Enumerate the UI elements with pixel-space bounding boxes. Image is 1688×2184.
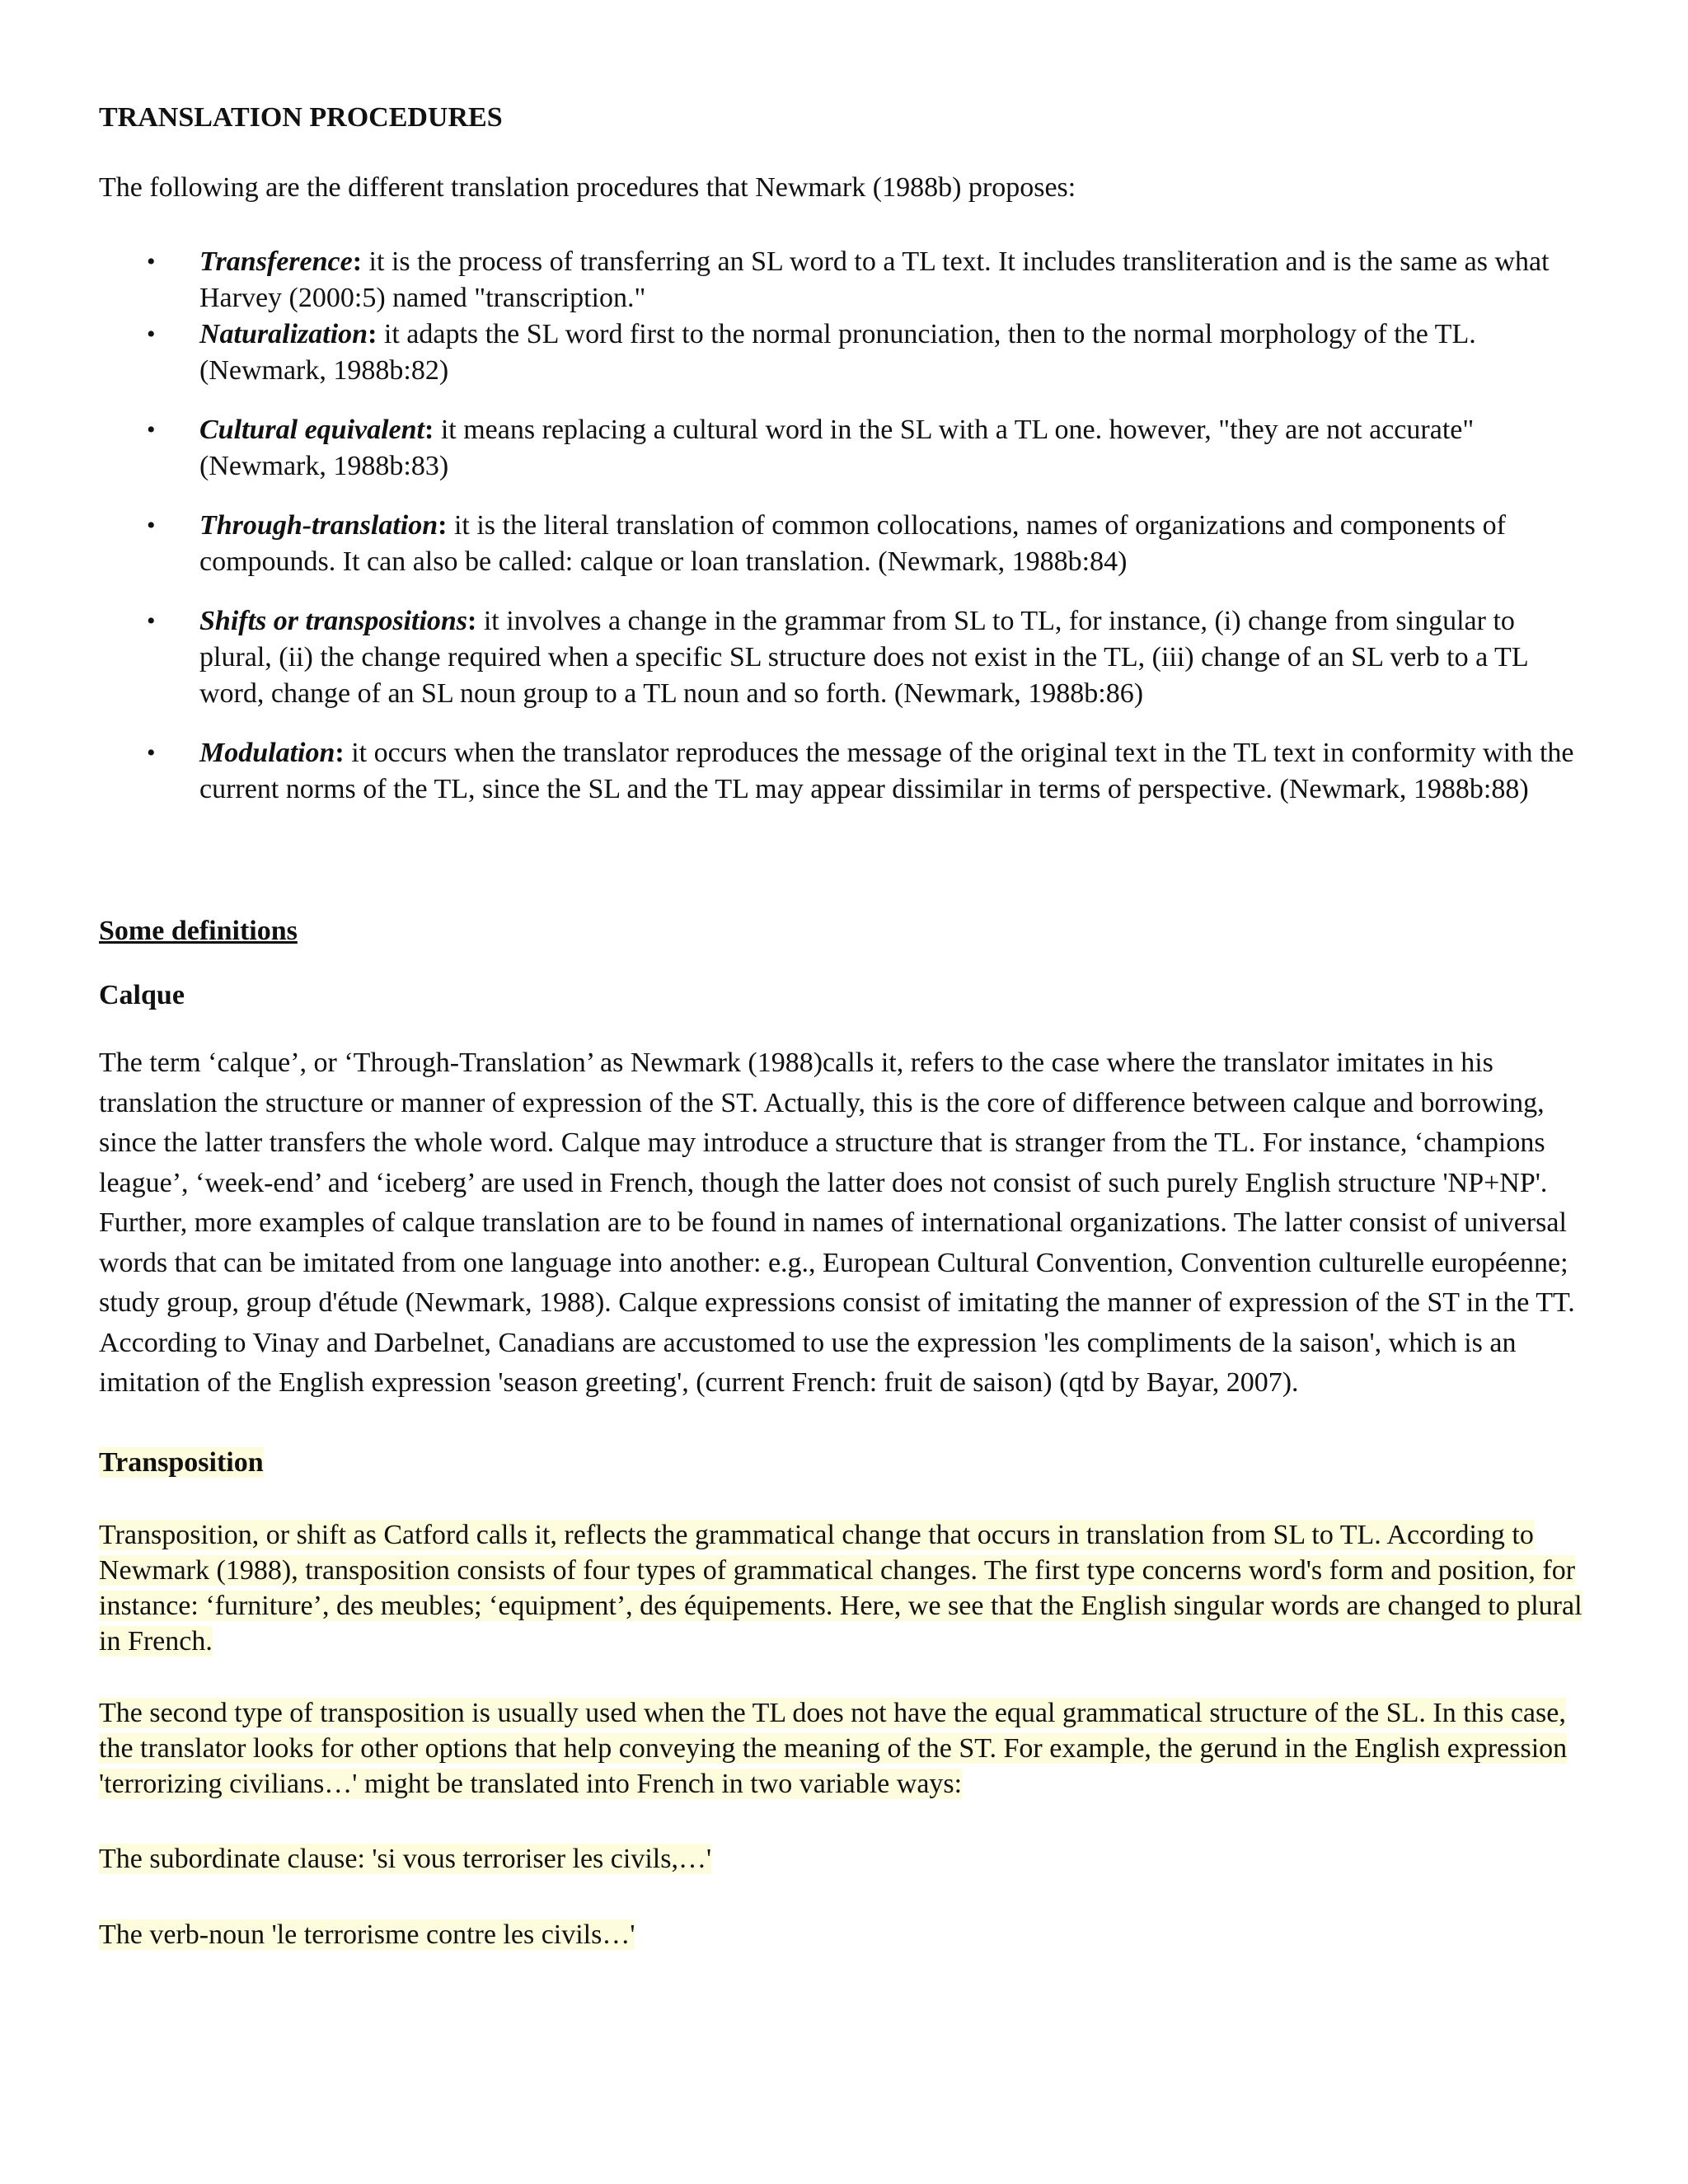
bullet-icon: • — [147, 416, 156, 443]
procedure-term: Through-translation — [199, 510, 438, 541]
procedure-term: Shifts or transpositions — [199, 606, 468, 636]
bullet-icon: • — [147, 248, 156, 275]
calque-paragraph: The term ‘calque’, or ‘Through-Translation’ as Newmark (1988)calls it, refers to the case where the translator imitates in his translation the structure or manner of expression of the ST. Actually, this is the core of difference between calque and borrowing, since the latter transfers the whole word. Calque may introduce a structure that is stranger from the TL. For instance, ‘champions league’, ‘week-end’ and ‘iceberg’ are used in French, though the latter does not consist of such purely English structure 'NP+NP'. Further, more examples of calque translation are to be found in names of international organizations. The latter consist of universal words that can be imitated from one language into another: e.g., European Cultural Convention, Convention culturelle européenne; study group, group d'étude (Newmark, 1988). Calque expressions consist of imitating the manner of expression of the ST in the TT. According to Vinay and Darbelnet, Canadians are accustomed to use the expression 'les compliments de la saison', which is an imitation of the English expression 'season greeting', (current French: fruit de saison) (qtd by Bayar, 2007). — [99, 1047, 1575, 1398]
bullet-icon: • — [147, 321, 156, 348]
list-item-transference — [99, 244, 1582, 316]
procedure-term: Modulation — [199, 738, 335, 768]
list-item-cultural-equivalent — [99, 412, 1582, 485]
procedure-colon: : — [467, 606, 477, 636]
procedure-text: it involves a change in the grammar from SL to TL, for instance, (i) change from singular to plural, (ii) the change required when a specific SL structure does not exist in the TL, (iii) change of an SL verb to a TL word, change of an SL noun group to a TL noun and so forth. (Newmark, 1988b:86) — [199, 606, 1528, 709]
procedure-colon: : — [335, 738, 345, 768]
procedure-text: it adapts the SL word first to the normal pronunciation, then to the normal morphology of the TL. (Newmark, 1988b:82) — [199, 319, 1476, 386]
list-item-through-translation — [99, 508, 1582, 580]
procedure-colon: : — [424, 415, 434, 445]
subheading-calque: Calque — [99, 980, 185, 1010]
list-item-modulation — [99, 735, 1582, 808]
bullet-icon: • — [147, 607, 156, 635]
procedure-term: Cultural equivalent — [199, 415, 424, 445]
bullet-icon: • — [147, 739, 156, 766]
highlighted-text: Transposition, or shift as Catford calls it, reflects the grammatical change that occurs in translation from SL to TL. According to Newmark (1988), transposition consists of four types of grammatical changes. The first type concerns word's form and position, for instance: ‘furniture’, des meubles; ‘equipment’, des équipements. Here, we see that the English singular words are changed to plural in French. — [99, 1519, 1582, 1657]
procedure-term: Transference — [199, 246, 353, 277]
procedure-colon: : — [352, 246, 363, 277]
procedure-text: it is the process of transferring an SL word to a TL text. It includes transliteration and is the same as what Harvey (2000:5) named "transcription." — [199, 246, 1550, 313]
highlighted-text: The second type of transposition is usually used when the TL does not have the equal grammatical structure of the SL. In this case, the translator looks for other options that help conveying the meaning of the ST. For example, the gerund in the English expression 'terrorizing civilians…' might be translated into French in two variable ways: — [99, 1697, 1568, 1799]
list-item-shifts-transpositions — [99, 603, 1582, 712]
transposition-example-1 — [99, 1841, 1582, 1877]
procedure-text: it is the literal translation of common collocations, names of organizations and components of compounds. It can also be called: calque or loan translation. (Newmark, 1988b:84) — [199, 510, 1506, 577]
highlighted-text: Transposition — [99, 1446, 264, 1478]
highlighted-text: The subordinate clause: 'si vous terroriser les civils,…' — [99, 1843, 712, 1874]
procedure-text: it occurs when the translator reproduces the message of the original text in the TL text in conformity with the current norms of the TL, since the SL and the TL may appear dissimilar in terms of perspective. (Newmark, 1988b:88) — [199, 738, 1574, 804]
section-heading-definitions: Some definitions — [99, 916, 298, 946]
procedure-text: it means replacing a cultural word in the SL with a TL one. however, "they are not accurate" (Newmark, 1988b:83) — [199, 415, 1475, 481]
procedure-colon: : — [438, 510, 448, 541]
document-title: TRANSLATION PROCEDURES — [99, 102, 503, 133]
transposition-paragraph-1 — [99, 1517, 1582, 1659]
highlighted-text: The verb-noun 'le terrorisme contre les civils…' — [99, 1919, 635, 1950]
procedures-list — [99, 244, 1582, 808]
list-item-naturalization — [99, 316, 1582, 389]
transposition-paragraph-2 — [99, 1695, 1582, 1802]
procedure-colon: : — [368, 319, 377, 349]
procedure-term: Naturalization — [199, 319, 368, 349]
document-page — [99, 92, 1582, 1953]
bullet-icon: • — [147, 512, 156, 539]
subheading-transposition — [99, 1445, 1582, 1481]
transposition-example-2 — [99, 1917, 1582, 1953]
intro-paragraph: The following are the different translation procedures that Newmark (1988b) proposes: — [99, 172, 1076, 203]
